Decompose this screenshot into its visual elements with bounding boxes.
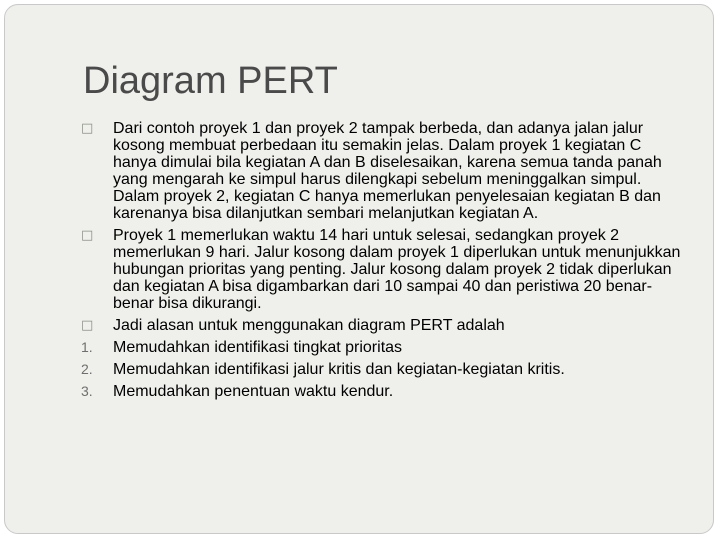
- slide-body: [81, 120, 681, 405]
- slide-title: Diagram PERT: [83, 60, 338, 102]
- numbered-item: [81, 339, 681, 356]
- square-bullet-icon: □: [81, 228, 94, 243]
- bullet-text: Jadi alasan untuk menggunakan diagram PERT adalah: [113, 317, 505, 334]
- numbered-text: Memudahkan identifikasi tingkat prioritas: [113, 339, 403, 356]
- numbered-text: Memudahkan penentuan waktu kendur.: [113, 383, 394, 400]
- slide: [4, 4, 714, 534]
- list-number: 2.: [81, 361, 93, 377]
- bullet-item: [81, 120, 681, 222]
- numbered-item: [81, 383, 681, 400]
- square-bullet-icon: □: [81, 121, 94, 136]
- bullet-item: [81, 317, 681, 334]
- list-number: 1.: [81, 339, 93, 355]
- numbered-item: [81, 361, 681, 378]
- square-bullet-icon: □: [81, 318, 94, 333]
- bullet-text: Dari contoh proyek 1 dan proyek 2 tampak berbeda, dan adanya jalan jalur kosong membuat perbedaan itu semakin jelas. Dalam proyek 1 kegiatan C hanya dimulai bila kegiatan A dan B diselesaikan, karena semua tanda panah yang mengarah ke simpul harus dilengkapi sebelum meninggalkan simpul. Dalam proyek 2, kegiatan C hanya memerlukan penyelesaian kegiatan B dan karenanya bisa dilanjutkan sembari melanjutkan kegiatan A.: [113, 120, 662, 222]
- bullet-text: Proyek 1 memerlukan waktu 14 hari untuk selesai, sedangkan proyek 2 memerlukan 9 hari. Jalur kosong dalam proyek 1 diperlukan untuk menunjukkan hubungan prioritas yang penting. Jalur kosong dalam proyek 2 tidak diperlukan dan kegiatan A bisa digambarkan dari 10 sampai 40 dan peristiwa 20 benar-benar bisa dikurangi.: [113, 227, 681, 312]
- list-number: 3.: [81, 383, 93, 399]
- numbered-text: Memudahkan identifikasi jalur kritis dan kegiatan-kegiatan kritis.: [113, 361, 565, 378]
- bullet-item: [81, 227, 681, 312]
